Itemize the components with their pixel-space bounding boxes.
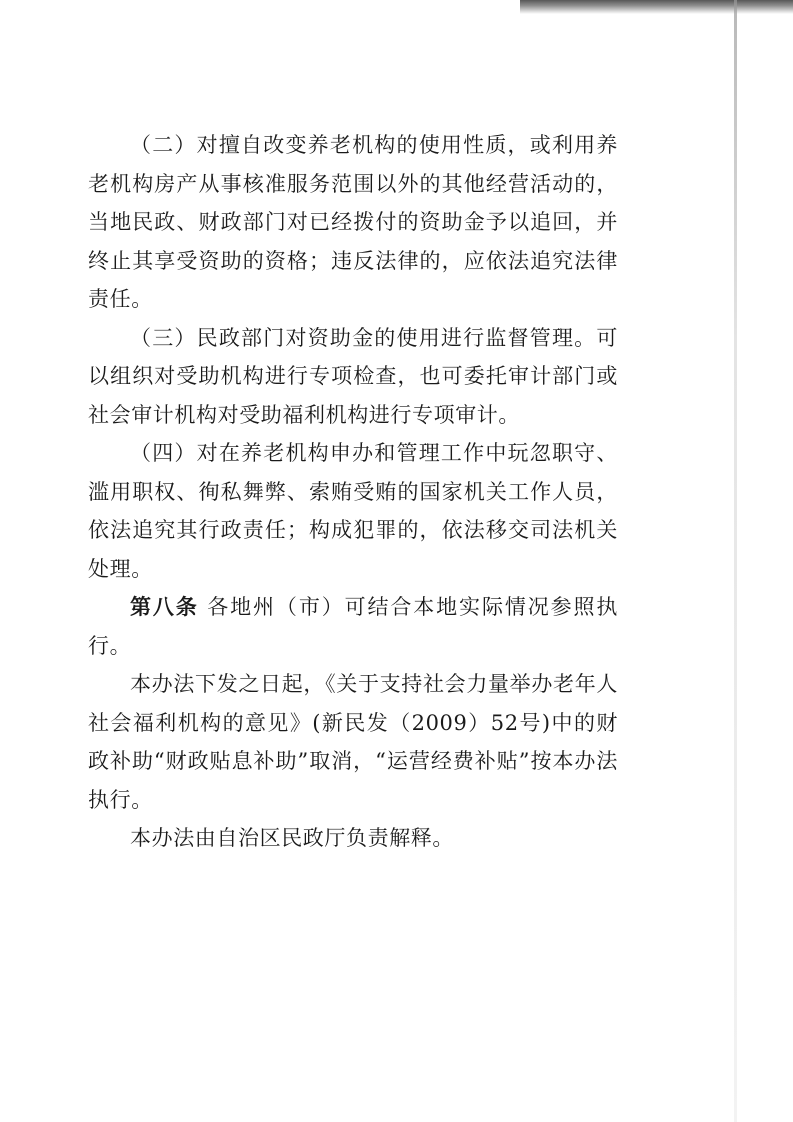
- scan-shadow-right: [734, 0, 737, 1122]
- paragraph-text: 本办法由自治区民政厅负责解释。: [130, 826, 454, 850]
- paragraph-text: （三）民政部门对资助金的使用进行监督管理。可以组织对受助机构进行专项检查，也可委托审计部门或社会审计机构对受助福利机构进行专项审计。: [88, 325, 618, 427]
- paragraph-interpretation: [88, 819, 618, 858]
- paragraph-text: （四）对在养老机构申办和管理工作中玩忽职守、滥用职权、徇私舞弊、索贿受贿的国家机关工作人员，依法追究其行政责任；构成犯罪的，依法移交司法机关处理。: [88, 441, 618, 581]
- article-heading: 第八条: [130, 595, 199, 619]
- paragraph-item-4: [88, 434, 618, 588]
- paragraph-text: 各地州（市）可结合本地实际情况参照执行。: [88, 595, 618, 658]
- document-body: [88, 126, 618, 858]
- paragraph-text: 本办法下发之日起，《关于支持社会力量举办老年人社会福利机构的意见》(新民发（2009）52号)中的财政补助“财政贴息补助”取消，“运营经费补贴”按本办法执行。: [88, 672, 618, 812]
- paragraph-item-2: [88, 126, 618, 319]
- scan-shadow-top: [520, 0, 793, 14]
- paragraph-text: （二）对擅自改变养老机构的使用性质，或利用养老机构房产从事核准服务范围以外的其他经营活动的，当地民政、财政部门对已经拨付的资助金予以追回，并终止其享受资助的资格；违反法律的，应依法追究法律责任。: [88, 133, 618, 311]
- paragraph-item-3: [88, 319, 618, 435]
- article-8: [88, 588, 618, 665]
- paragraph-effective: [88, 665, 618, 819]
